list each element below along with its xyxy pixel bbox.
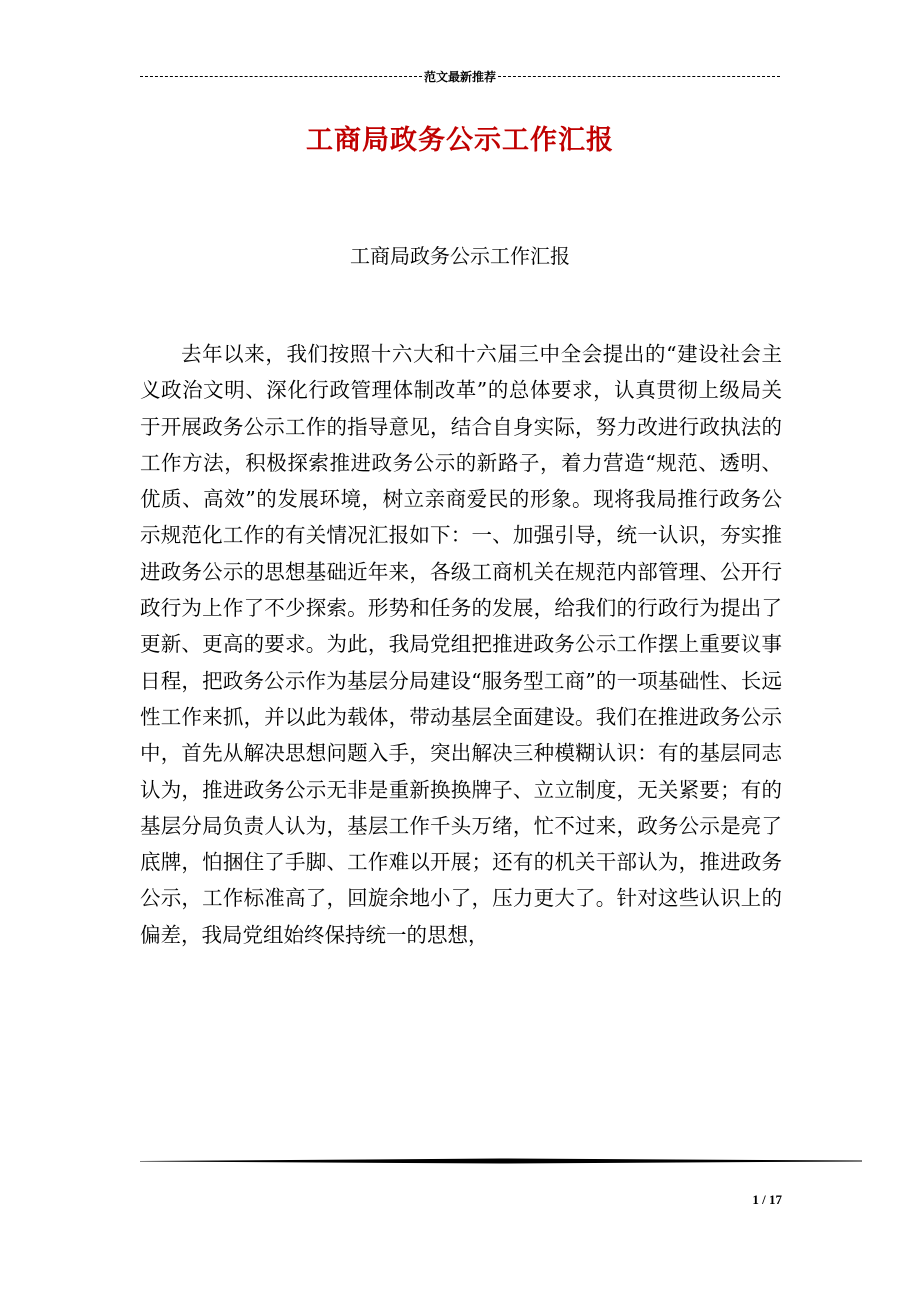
page-header — [140, 66, 780, 86]
footer-rule-graphic — [140, 1158, 862, 1164]
body-paragraph: 去年以来，我们按照十六大和十六届三中全会提出的“建设社会主义政治文明、深化行政管理体制改革”的总体要求，认真贯彻上级局关于开展政务公示工作的指导意见，结合自身实际，努力改进行政执法的工作方法，积极探索推进政务公示的新路子，着力营造“规范、透明、优质、高效”的发展环境，树立亲商爱民的形象。现将我局推行政务公示规范化工作的有关情况汇报如下：一、加强引导，统一认识，夯实推进政务公示的思想基础近年来，各级工商机关在规范内部管理、公开行政行为上作了不少探索。形势和任务的发展，给我们的行政行为提出了更新、更高的要求。为此，我局党组把推进政务公示工作摆上重要议事日程，把政务公示作为基层分局建设“服务型工商”的一项基础性、长远性工作来抓，并以此为载体，带动基层全面建设。我们在推进政务公示中，首先从解决思想问题入手，突出解决三种模糊认识：有的基层同志认为，推进政务公示无非是重新换换牌子、立立制度，无关紧要；有的基层分局负责人认为，基层工作千头万绪，忙不过来，政务公示是亮了底牌，怕捆住了手脚、工作难以开展；还有的机关干部认为，推进政务公示，工作标准高了，回旋余地小了，压力更大了。针对这些认识上的偏差，我局党组始终保持统一的思想， — [140, 342, 782, 947]
page-number: 1 / 17 — [752, 1192, 782, 1207]
header-label: 范文最新推荐 — [424, 69, 497, 84]
document-subtitle: 工商局政务公示工作汇报 — [350, 244, 570, 268]
document-title: 工商局政务公示工作汇报 — [306, 125, 614, 156]
header-dash-left — [140, 76, 422, 77]
footer-rule — [140, 1158, 862, 1164]
header-dash-right — [498, 76, 780, 77]
